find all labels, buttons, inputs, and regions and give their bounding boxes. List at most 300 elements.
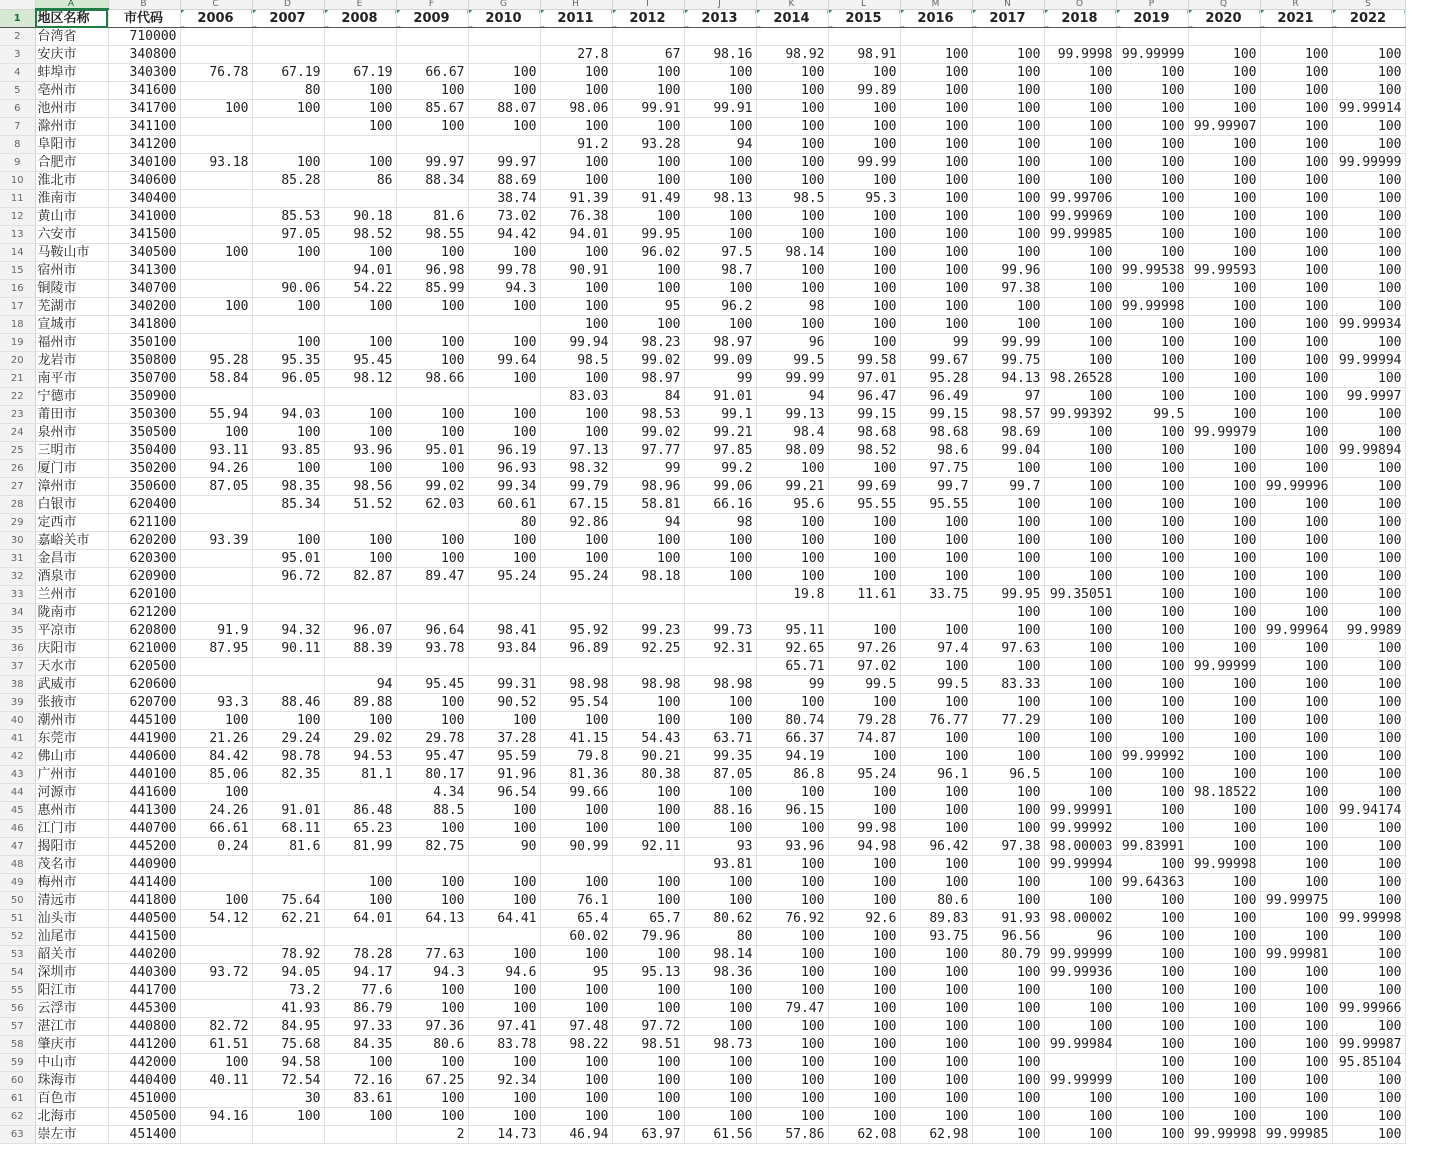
city-code-cell[interactable]: 445200 <box>108 838 180 856</box>
value-cell[interactable]: 100 <box>1116 1072 1188 1090</box>
value-cell[interactable] <box>324 388 396 406</box>
value-cell[interactable]: 98.00002 <box>1044 910 1116 928</box>
value-cell[interactable]: 99.78 <box>468 262 540 280</box>
value-cell[interactable]: 100 <box>684 892 756 910</box>
value-cell[interactable]: 99.98 <box>828 820 900 838</box>
value-cell[interactable]: 100 <box>1332 298 1405 316</box>
value-cell[interactable]: 99.69 <box>828 478 900 496</box>
value-cell[interactable]: 100 <box>540 82 612 100</box>
value-cell[interactable] <box>252 1126 324 1144</box>
value-cell[interactable]: 88.69 <box>468 172 540 190</box>
value-cell[interactable]: 93.85 <box>252 442 324 460</box>
value-cell[interactable]: 100 <box>900 532 972 550</box>
city-code-cell[interactable]: 341600 <box>108 82 180 100</box>
value-cell[interactable]: 100 <box>1260 352 1332 370</box>
value-cell[interactable]: 96.1 <box>900 766 972 784</box>
value-cell[interactable]: 100 <box>612 1072 684 1090</box>
city-code-cell[interactable]: 350300 <box>108 406 180 424</box>
value-cell[interactable]: 100 <box>1116 910 1188 928</box>
value-cell[interactable]: 100 <box>1044 604 1116 622</box>
value-cell[interactable]: 100 <box>1188 388 1260 406</box>
value-cell[interactable]: 100 <box>1116 676 1188 694</box>
value-cell[interactable]: 93 <box>684 838 756 856</box>
header-cell-year[interactable]: 2017 <box>972 9 1044 28</box>
value-cell[interactable]: 100 <box>396 406 468 424</box>
value-cell[interactable]: 100 <box>900 820 972 838</box>
city-code-cell[interactable]: 341000 <box>108 208 180 226</box>
value-cell[interactable]: 100 <box>756 694 828 712</box>
value-cell[interactable]: 98.68 <box>828 424 900 442</box>
value-cell[interactable]: 93.18 <box>180 154 252 172</box>
value-cell[interactable]: 100 <box>1332 694 1405 712</box>
value-cell[interactable]: 100 <box>1044 154 1116 172</box>
value-cell[interactable]: 100 <box>612 64 684 82</box>
value-cell[interactable]: 85.06 <box>180 766 252 784</box>
value-cell[interactable]: 98.69 <box>972 424 1044 442</box>
value-cell[interactable]: 100 <box>1260 820 1332 838</box>
value-cell[interactable]: 100 <box>612 316 684 334</box>
value-cell[interactable]: 96.15 <box>756 802 828 820</box>
value-cell[interactable]: 95.13 <box>612 964 684 982</box>
region-name-cell[interactable]: 滁州市 <box>35 118 108 136</box>
value-cell[interactable]: 100 <box>180 892 252 910</box>
value-cell[interactable] <box>252 190 324 208</box>
value-cell[interactable]: 100 <box>756 820 828 838</box>
row-number[interactable]: 59 <box>0 1054 35 1072</box>
value-cell[interactable]: 100 <box>1188 586 1260 604</box>
region-name-cell[interactable]: 湛江市 <box>35 1018 108 1036</box>
value-cell[interactable] <box>972 28 1044 46</box>
region-name-cell[interactable]: 庆阳市 <box>35 640 108 658</box>
region-name-cell[interactable]: 黄山市 <box>35 208 108 226</box>
region-name-cell[interactable]: 云浮市 <box>35 1000 108 1018</box>
value-cell[interactable]: 100 <box>1116 424 1188 442</box>
value-cell[interactable]: 99.66 <box>540 784 612 802</box>
value-cell[interactable] <box>828 604 900 622</box>
value-cell[interactable]: 80 <box>684 928 756 946</box>
value-cell[interactable]: 90.99 <box>540 838 612 856</box>
value-cell[interactable]: 100 <box>972 514 1044 532</box>
value-cell[interactable] <box>252 856 324 874</box>
value-cell[interactable]: 96.07 <box>324 622 396 640</box>
value-cell[interactable]: 99.99999 <box>1044 1072 1116 1090</box>
value-cell[interactable]: 82.87 <box>324 568 396 586</box>
region-name-cell[interactable]: 汕尾市 <box>35 928 108 946</box>
value-cell[interactable]: 100 <box>540 172 612 190</box>
value-cell[interactable]: 98.73 <box>684 1036 756 1054</box>
value-cell[interactable]: 98.00003 <box>1044 838 1116 856</box>
city-code-cell[interactable]: 620900 <box>108 568 180 586</box>
value-cell[interactable]: 100 <box>684 1108 756 1126</box>
row-number[interactable]: 28 <box>0 496 35 514</box>
value-cell[interactable]: 100 <box>1332 46 1405 64</box>
value-cell[interactable]: 94.3 <box>396 964 468 982</box>
value-cell[interactable]: 100 <box>1116 1054 1188 1072</box>
region-name-cell[interactable]: 金昌市 <box>35 550 108 568</box>
value-cell[interactable] <box>180 1090 252 1108</box>
value-cell[interactable]: 99.5 <box>828 676 900 694</box>
value-cell[interactable]: 100 <box>1188 280 1260 298</box>
value-cell[interactable]: 100 <box>540 820 612 838</box>
value-cell[interactable]: 100 <box>828 1072 900 1090</box>
value-cell[interactable]: 100 <box>612 946 684 964</box>
value-cell[interactable]: 100 <box>756 1036 828 1054</box>
value-cell[interactable]: 98.98 <box>540 676 612 694</box>
value-cell[interactable]: 96.98 <box>396 262 468 280</box>
row-number[interactable]: 53 <box>0 946 35 964</box>
value-cell[interactable]: 98.18 <box>612 568 684 586</box>
value-cell[interactable] <box>468 658 540 676</box>
value-cell[interactable]: 100 <box>828 622 900 640</box>
value-cell[interactable] <box>756 28 828 46</box>
value-cell[interactable]: 100 <box>1116 244 1188 262</box>
value-cell[interactable]: 100 <box>1044 982 1116 1000</box>
value-cell[interactable]: 100 <box>612 1000 684 1018</box>
value-cell[interactable]: 100 <box>180 784 252 802</box>
value-cell[interactable] <box>180 604 252 622</box>
value-cell[interactable]: 95.6 <box>756 496 828 514</box>
city-code-cell[interactable]: 440700 <box>108 820 180 838</box>
value-cell[interactable]: 99.99998 <box>1116 298 1188 316</box>
header-cell-year[interactable]: 2012 <box>612 9 684 28</box>
value-cell[interactable]: 100 <box>900 748 972 766</box>
value-cell[interactable]: 100 <box>540 1054 612 1072</box>
value-cell[interactable]: 30 <box>252 1090 324 1108</box>
value-cell[interactable]: 100 <box>900 964 972 982</box>
value-cell[interactable]: 100 <box>1260 928 1332 946</box>
value-cell[interactable]: 100 <box>396 118 468 136</box>
value-cell[interactable]: 100 <box>612 262 684 280</box>
city-code-cell[interactable]: 441200 <box>108 1036 180 1054</box>
value-cell[interactable]: 100 <box>612 118 684 136</box>
value-cell[interactable]: 37.28 <box>468 730 540 748</box>
value-cell[interactable]: 97.75 <box>900 460 972 478</box>
value-cell[interactable]: 100 <box>1188 298 1260 316</box>
value-cell[interactable]: 100 <box>684 532 756 550</box>
value-cell[interactable]: 100 <box>1260 406 1332 424</box>
value-cell[interactable]: 78.92 <box>252 946 324 964</box>
value-cell[interactable]: 100 <box>756 1072 828 1090</box>
value-cell[interactable]: 100 <box>900 100 972 118</box>
value-cell[interactable]: 99.06 <box>684 478 756 496</box>
header-cell-year[interactable]: 2008 <box>324 9 396 28</box>
value-cell[interactable]: 98.32 <box>540 460 612 478</box>
value-cell[interactable]: 100 <box>1260 550 1332 568</box>
value-cell[interactable]: 100 <box>540 550 612 568</box>
value-cell[interactable]: 77.63 <box>396 946 468 964</box>
region-name-cell[interactable]: 深圳市 <box>35 964 108 982</box>
value-cell[interactable]: 91.96 <box>468 766 540 784</box>
value-cell[interactable]: 100 <box>972 190 1044 208</box>
value-cell[interactable]: 99.96 <box>972 262 1044 280</box>
value-cell[interactable]: 100 <box>684 280 756 298</box>
value-cell[interactable]: 100 <box>540 244 612 262</box>
value-cell[interactable]: 94.3 <box>468 280 540 298</box>
value-cell[interactable]: 100 <box>1332 892 1405 910</box>
value-cell[interactable]: 100 <box>756 136 828 154</box>
value-cell[interactable] <box>468 136 540 154</box>
row-number[interactable]: 48 <box>0 856 35 874</box>
region-name-cell[interactable]: 梅州市 <box>35 874 108 892</box>
value-cell[interactable]: 98.91 <box>828 46 900 64</box>
value-cell[interactable]: 100 <box>900 730 972 748</box>
value-cell[interactable]: 100 <box>1116 316 1188 334</box>
value-cell[interactable]: 100 <box>1332 928 1405 946</box>
value-cell[interactable]: 100 <box>684 1090 756 1108</box>
row-number[interactable]: 17 <box>0 298 35 316</box>
value-cell[interactable] <box>1116 28 1188 46</box>
value-cell[interactable] <box>324 1126 396 1144</box>
value-cell[interactable]: 100 <box>540 316 612 334</box>
value-cell[interactable]: 100 <box>1188 892 1260 910</box>
region-name-cell[interactable]: 肇庆市 <box>35 1036 108 1054</box>
value-cell[interactable]: 100 <box>468 982 540 1000</box>
value-cell[interactable] <box>540 28 612 46</box>
value-cell[interactable]: 100 <box>468 532 540 550</box>
value-cell[interactable]: 100 <box>828 928 900 946</box>
value-cell[interactable]: 100 <box>396 550 468 568</box>
value-cell[interactable]: 100 <box>1044 514 1116 532</box>
value-cell[interactable]: 100 <box>540 1090 612 1108</box>
value-cell[interactable]: 63.71 <box>684 730 756 748</box>
value-cell[interactable]: 100 <box>1332 676 1405 694</box>
city-code-cell[interactable]: 441600 <box>108 784 180 802</box>
value-cell[interactable] <box>180 172 252 190</box>
value-cell[interactable]: 100 <box>1260 964 1332 982</box>
value-cell[interactable]: 93.28 <box>612 136 684 154</box>
value-cell[interactable]: 100 <box>828 64 900 82</box>
value-cell[interactable]: 100 <box>1116 1090 1188 1108</box>
city-code-cell[interactable]: 451000 <box>108 1090 180 1108</box>
value-cell[interactable]: 100 <box>612 1054 684 1072</box>
value-cell[interactable]: 100 <box>180 1054 252 1072</box>
column-header-s[interactable]: S <box>1332 0 1405 9</box>
value-cell[interactable]: 99.64 <box>468 352 540 370</box>
value-cell[interactable]: 100 <box>540 712 612 730</box>
value-cell[interactable]: 100 <box>540 874 612 892</box>
value-cell[interactable]: 100 <box>828 136 900 154</box>
value-cell[interactable]: 99.58 <box>828 352 900 370</box>
region-name-cell[interactable]: 汕头市 <box>35 910 108 928</box>
value-cell[interactable]: 94.16 <box>180 1108 252 1126</box>
value-cell[interactable]: 99.99392 <box>1044 406 1116 424</box>
value-cell[interactable] <box>180 190 252 208</box>
value-cell[interactable]: 99.15 <box>900 406 972 424</box>
value-cell[interactable]: 100 <box>1116 730 1188 748</box>
value-cell[interactable] <box>324 28 396 46</box>
value-cell[interactable]: 100 <box>1044 730 1116 748</box>
value-cell[interactable]: 100 <box>1188 442 1260 460</box>
value-cell[interactable]: 100 <box>1332 496 1405 514</box>
value-cell[interactable]: 82.72 <box>180 1018 252 1036</box>
city-code-cell[interactable]: 440200 <box>108 946 180 964</box>
value-cell[interactable]: 96.05 <box>252 370 324 388</box>
value-cell[interactable]: 91.01 <box>684 388 756 406</box>
value-cell[interactable]: 94.26 <box>180 460 252 478</box>
value-cell[interactable]: 100 <box>324 334 396 352</box>
value-cell[interactable]: 100 <box>1188 982 1260 1000</box>
value-cell[interactable]: 94 <box>324 676 396 694</box>
column-header-l[interactable]: L <box>828 0 900 9</box>
value-cell[interactable]: 83.61 <box>324 1090 396 1108</box>
value-cell[interactable]: 100 <box>972 1108 1044 1126</box>
value-cell[interactable]: 98.97 <box>612 370 684 388</box>
value-cell[interactable]: 96.72 <box>252 568 324 586</box>
value-cell[interactable]: 96.49 <box>900 388 972 406</box>
value-cell[interactable]: 100 <box>684 316 756 334</box>
value-cell[interactable]: 96.2 <box>684 298 756 316</box>
value-cell[interactable]: 100 <box>396 712 468 730</box>
value-cell[interactable]: 100 <box>900 874 972 892</box>
value-cell[interactable]: 95.01 <box>252 550 324 568</box>
value-cell[interactable]: 99.21 <box>684 424 756 442</box>
row-number[interactable]: 36 <box>0 640 35 658</box>
value-cell[interactable]: 84 <box>612 388 684 406</box>
city-code-cell[interactable]: 440400 <box>108 1072 180 1090</box>
value-cell[interactable] <box>396 28 468 46</box>
value-cell[interactable] <box>540 586 612 604</box>
value-cell[interactable]: 85.53 <box>252 208 324 226</box>
value-cell[interactable]: 99.99987 <box>1332 1036 1405 1054</box>
value-cell[interactable]: 100 <box>828 262 900 280</box>
value-cell[interactable]: 100 <box>900 568 972 586</box>
city-code-cell[interactable]: 441500 <box>108 928 180 946</box>
region-name-cell[interactable]: 阜阳市 <box>35 136 108 154</box>
value-cell[interactable]: 100 <box>252 298 324 316</box>
value-cell[interactable]: 99.99999 <box>1116 46 1188 64</box>
value-cell[interactable] <box>1044 28 1116 46</box>
value-cell[interactable]: 100 <box>1188 1036 1260 1054</box>
value-cell[interactable]: 65.71 <box>756 658 828 676</box>
value-cell[interactable]: 100 <box>1188 352 1260 370</box>
value-cell[interactable]: 100 <box>828 892 900 910</box>
value-cell[interactable] <box>684 658 756 676</box>
value-cell[interactable]: 100 <box>612 712 684 730</box>
region-name-cell[interactable]: 安庆市 <box>35 46 108 64</box>
value-cell[interactable]: 100 <box>900 802 972 820</box>
value-cell[interactable]: 100 <box>972 46 1044 64</box>
value-cell[interactable]: 74.87 <box>828 730 900 748</box>
value-cell[interactable]: 100 <box>972 622 1044 640</box>
column-header-o[interactable]: O <box>1044 0 1116 9</box>
value-cell[interactable]: 11.61 <box>828 586 900 604</box>
value-cell[interactable]: 88.39 <box>324 640 396 658</box>
row-number[interactable]: 16 <box>0 280 35 298</box>
value-cell[interactable]: 100 <box>1044 280 1116 298</box>
value-cell[interactable]: 98.26528 <box>1044 370 1116 388</box>
city-code-cell[interactable]: 440100 <box>108 766 180 784</box>
row-number[interactable]: 58 <box>0 1036 35 1054</box>
value-cell[interactable]: 100 <box>1260 1036 1332 1054</box>
value-cell[interactable]: 95.24 <box>828 766 900 784</box>
value-cell[interactable]: 100 <box>756 262 828 280</box>
region-name-cell[interactable]: 池州市 <box>35 100 108 118</box>
value-cell[interactable]: 100 <box>1332 424 1405 442</box>
city-code-cell[interactable]: 341700 <box>108 100 180 118</box>
value-cell[interactable]: 100 <box>1116 334 1188 352</box>
value-cell[interactable]: 95.35 <box>252 352 324 370</box>
value-cell[interactable]: 100 <box>1044 694 1116 712</box>
value-cell[interactable]: 99.34 <box>468 478 540 496</box>
value-cell[interactable]: 64.01 <box>324 910 396 928</box>
value-cell[interactable]: 100 <box>1332 604 1405 622</box>
value-cell[interactable]: 99.95 <box>612 226 684 244</box>
value-cell[interactable]: 97.77 <box>612 442 684 460</box>
row-number[interactable]: 20 <box>0 352 35 370</box>
row-number[interactable]: 7 <box>0 118 35 136</box>
value-cell[interactable]: 100 <box>1332 658 1405 676</box>
value-cell[interactable]: 98.7 <box>684 262 756 280</box>
city-code-cell[interactable]: 450500 <box>108 1108 180 1126</box>
city-code-cell[interactable]: 341200 <box>108 136 180 154</box>
value-cell[interactable]: 100 <box>1260 154 1332 172</box>
row-number[interactable]: 8 <box>0 136 35 154</box>
value-cell[interactable]: 100 <box>684 694 756 712</box>
row-number[interactable]: 2 <box>0 28 35 46</box>
value-cell[interactable]: 100 <box>1332 406 1405 424</box>
value-cell[interactable]: 100 <box>900 280 972 298</box>
value-cell[interactable]: 97.72 <box>612 1018 684 1036</box>
value-cell[interactable]: 60.02 <box>540 928 612 946</box>
value-cell[interactable]: 100 <box>756 64 828 82</box>
value-cell[interactable]: 100 <box>1260 856 1332 874</box>
column-header-q[interactable]: Q <box>1188 0 1260 9</box>
value-cell[interactable]: 90 <box>468 838 540 856</box>
row-number[interactable]: 46 <box>0 820 35 838</box>
row-number[interactable]: 54 <box>0 964 35 982</box>
value-cell[interactable]: 62.03 <box>396 496 468 514</box>
value-cell[interactable]: 100 <box>324 712 396 730</box>
value-cell[interactable] <box>180 316 252 334</box>
header-cell-year[interactable]: 2010 <box>468 9 540 28</box>
row-number[interactable]: 35 <box>0 622 35 640</box>
value-cell[interactable]: 100 <box>1116 568 1188 586</box>
value-cell[interactable]: 100 <box>1044 352 1116 370</box>
value-cell[interactable]: 95.24 <box>540 568 612 586</box>
value-cell[interactable]: 100 <box>1188 820 1260 838</box>
value-cell[interactable]: 72.54 <box>252 1072 324 1090</box>
value-cell[interactable]: 99.1 <box>684 406 756 424</box>
value-cell[interactable]: 81.99 <box>324 838 396 856</box>
value-cell[interactable]: 100 <box>1116 136 1188 154</box>
value-cell[interactable]: 100 <box>900 46 972 64</box>
value-cell[interactable]: 100 <box>612 154 684 172</box>
row-number[interactable]: 29 <box>0 514 35 532</box>
value-cell[interactable]: 82.75 <box>396 838 468 856</box>
value-cell[interactable]: 100 <box>828 1036 900 1054</box>
value-cell[interactable]: 100 <box>1116 964 1188 982</box>
value-cell[interactable]: 97.01 <box>828 370 900 388</box>
value-cell[interactable]: 98.68 <box>900 424 972 442</box>
value-cell[interactable]: 90.52 <box>468 694 540 712</box>
value-cell[interactable]: 100 <box>324 118 396 136</box>
value-cell[interactable] <box>180 496 252 514</box>
value-cell[interactable]: 99.99998 <box>1188 856 1260 874</box>
value-cell[interactable]: 100 <box>900 658 972 676</box>
value-cell[interactable]: 93.11 <box>180 442 252 460</box>
value-cell[interactable]: 100 <box>1188 550 1260 568</box>
city-code-cell[interactable]: 341100 <box>108 118 180 136</box>
value-cell[interactable] <box>180 982 252 1000</box>
value-cell[interactable]: 100 <box>756 1018 828 1036</box>
value-cell[interactable]: 99.23 <box>612 622 684 640</box>
value-cell[interactable]: 100 <box>972 964 1044 982</box>
row-number[interactable]: 25 <box>0 442 35 460</box>
region-name-cell[interactable]: 厦门市 <box>35 460 108 478</box>
value-cell[interactable]: 100 <box>252 244 324 262</box>
value-cell[interactable]: 97.5 <box>684 244 756 262</box>
value-cell[interactable]: 100 <box>180 244 252 262</box>
